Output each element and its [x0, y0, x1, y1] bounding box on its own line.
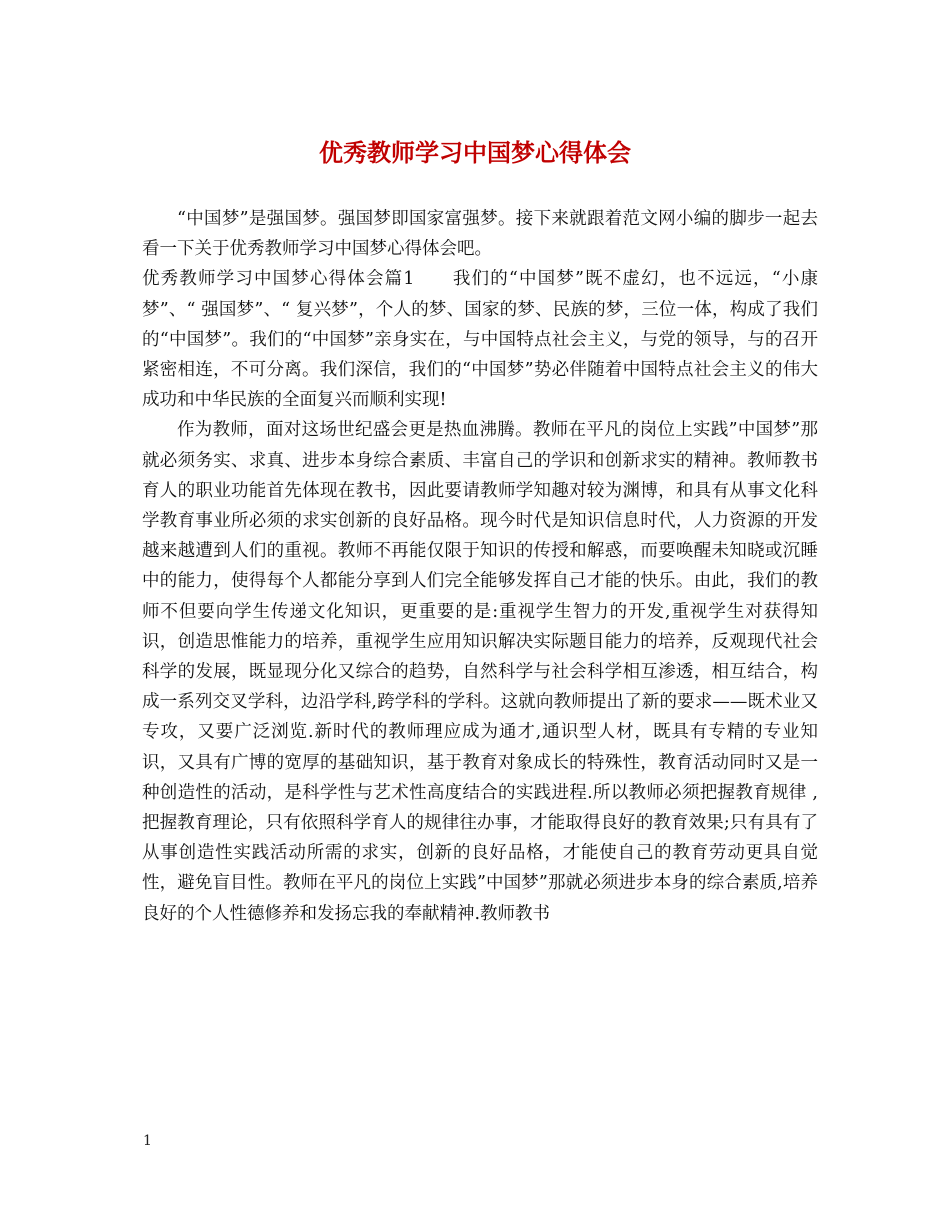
- document-body: [142, 204, 818, 929]
- section-1-paragraph: 优秀教师学习中国梦心得体会篇1 我们的“中国梦”既不虚幻，也不远远，“小康梦”、“ 强国梦”、“ 复兴梦”，个人的梦、国家的梦、民族的梦，三位一体，构成了我们的“中国梦”。我们的“中国梦”亲身实在，与中国特点社会主义，与党的领导，与的召开紧密相连，不可分离。我们深信，我们的“中国梦”势必伴随着中国特点社会主义的伟大成功和中华民族的全面复兴而顺利实现!: [142, 269, 818, 411]
- intro-paragraph: “中国梦”是强国梦。强国梦即国家富强梦。接下来就跟着范文网小编的脚步一起去看一下关于优秀教师学习中国梦心得体会吧。: [142, 209, 818, 260]
- document-title: 优秀教师学习中国梦心得体会: [319, 138, 631, 167]
- body-paragraph: 作为教师，面对这场世纪盛会更是热血沸腾。教师在平凡的岗位上实践”中国梦”那就必须务实、求真、进步本身综合素质、丰富自己的学识和创新求实的精神。教师教书育人的职业功能首先体现在教书，因此要请教师学知趣对较为渊博，和具有从事文化科学教育事业所必须的求实创新的良好品格。现今时代是知识信息时代，人力资源的开发越来越遭到人们的重视。教师不再能仅限于知识的传授和解惑，而要唤醒未知晓或沉睡中的能力，使得每个人都能分享到人们完全能够发挥自己才能的快乐。由此，我们的教师不但要向学生传递文化知识，更重要的是:重视学生智力的开发,重视学生对获得知识，创造思惟能力的培养，重视学生应用知识解决实际题目能力的培养，反观现代社会科学的发展，既显现分化又综合的趋势，自然科学与社会科学相互渗透，相互结合，构成一系列交叉学科，边沿学科,跨学科的学科。这就向教师提出了新的要求——既术业又专攻，又要广泛浏览.新时代的教师理应成为通才,通识型人材，既具有专精的专业知识，又具有广博的宽厚的基础知识，基于教育对象成长的特殊性，教育活动同时又是一种创造性的活动，是科学性与艺术性高度结合的实践进程.所以教师必须把握教育规律 ,把握教育理论，只有依照科学育人的规律往办事，才能取得良好的教育效果;只有具有了从事创造性实践活动所需的求实，创新的良好品格，才能使自己的教育劳动更具自觉性，避免盲目性。教师在平凡的岗位上实践”中国梦”那就必须进步本身的综合素质,培养良好的个人性德修养和发扬忘我的奉献精神.教师教书: [142, 420, 818, 924]
- page-number: 1: [143, 1133, 152, 1149]
